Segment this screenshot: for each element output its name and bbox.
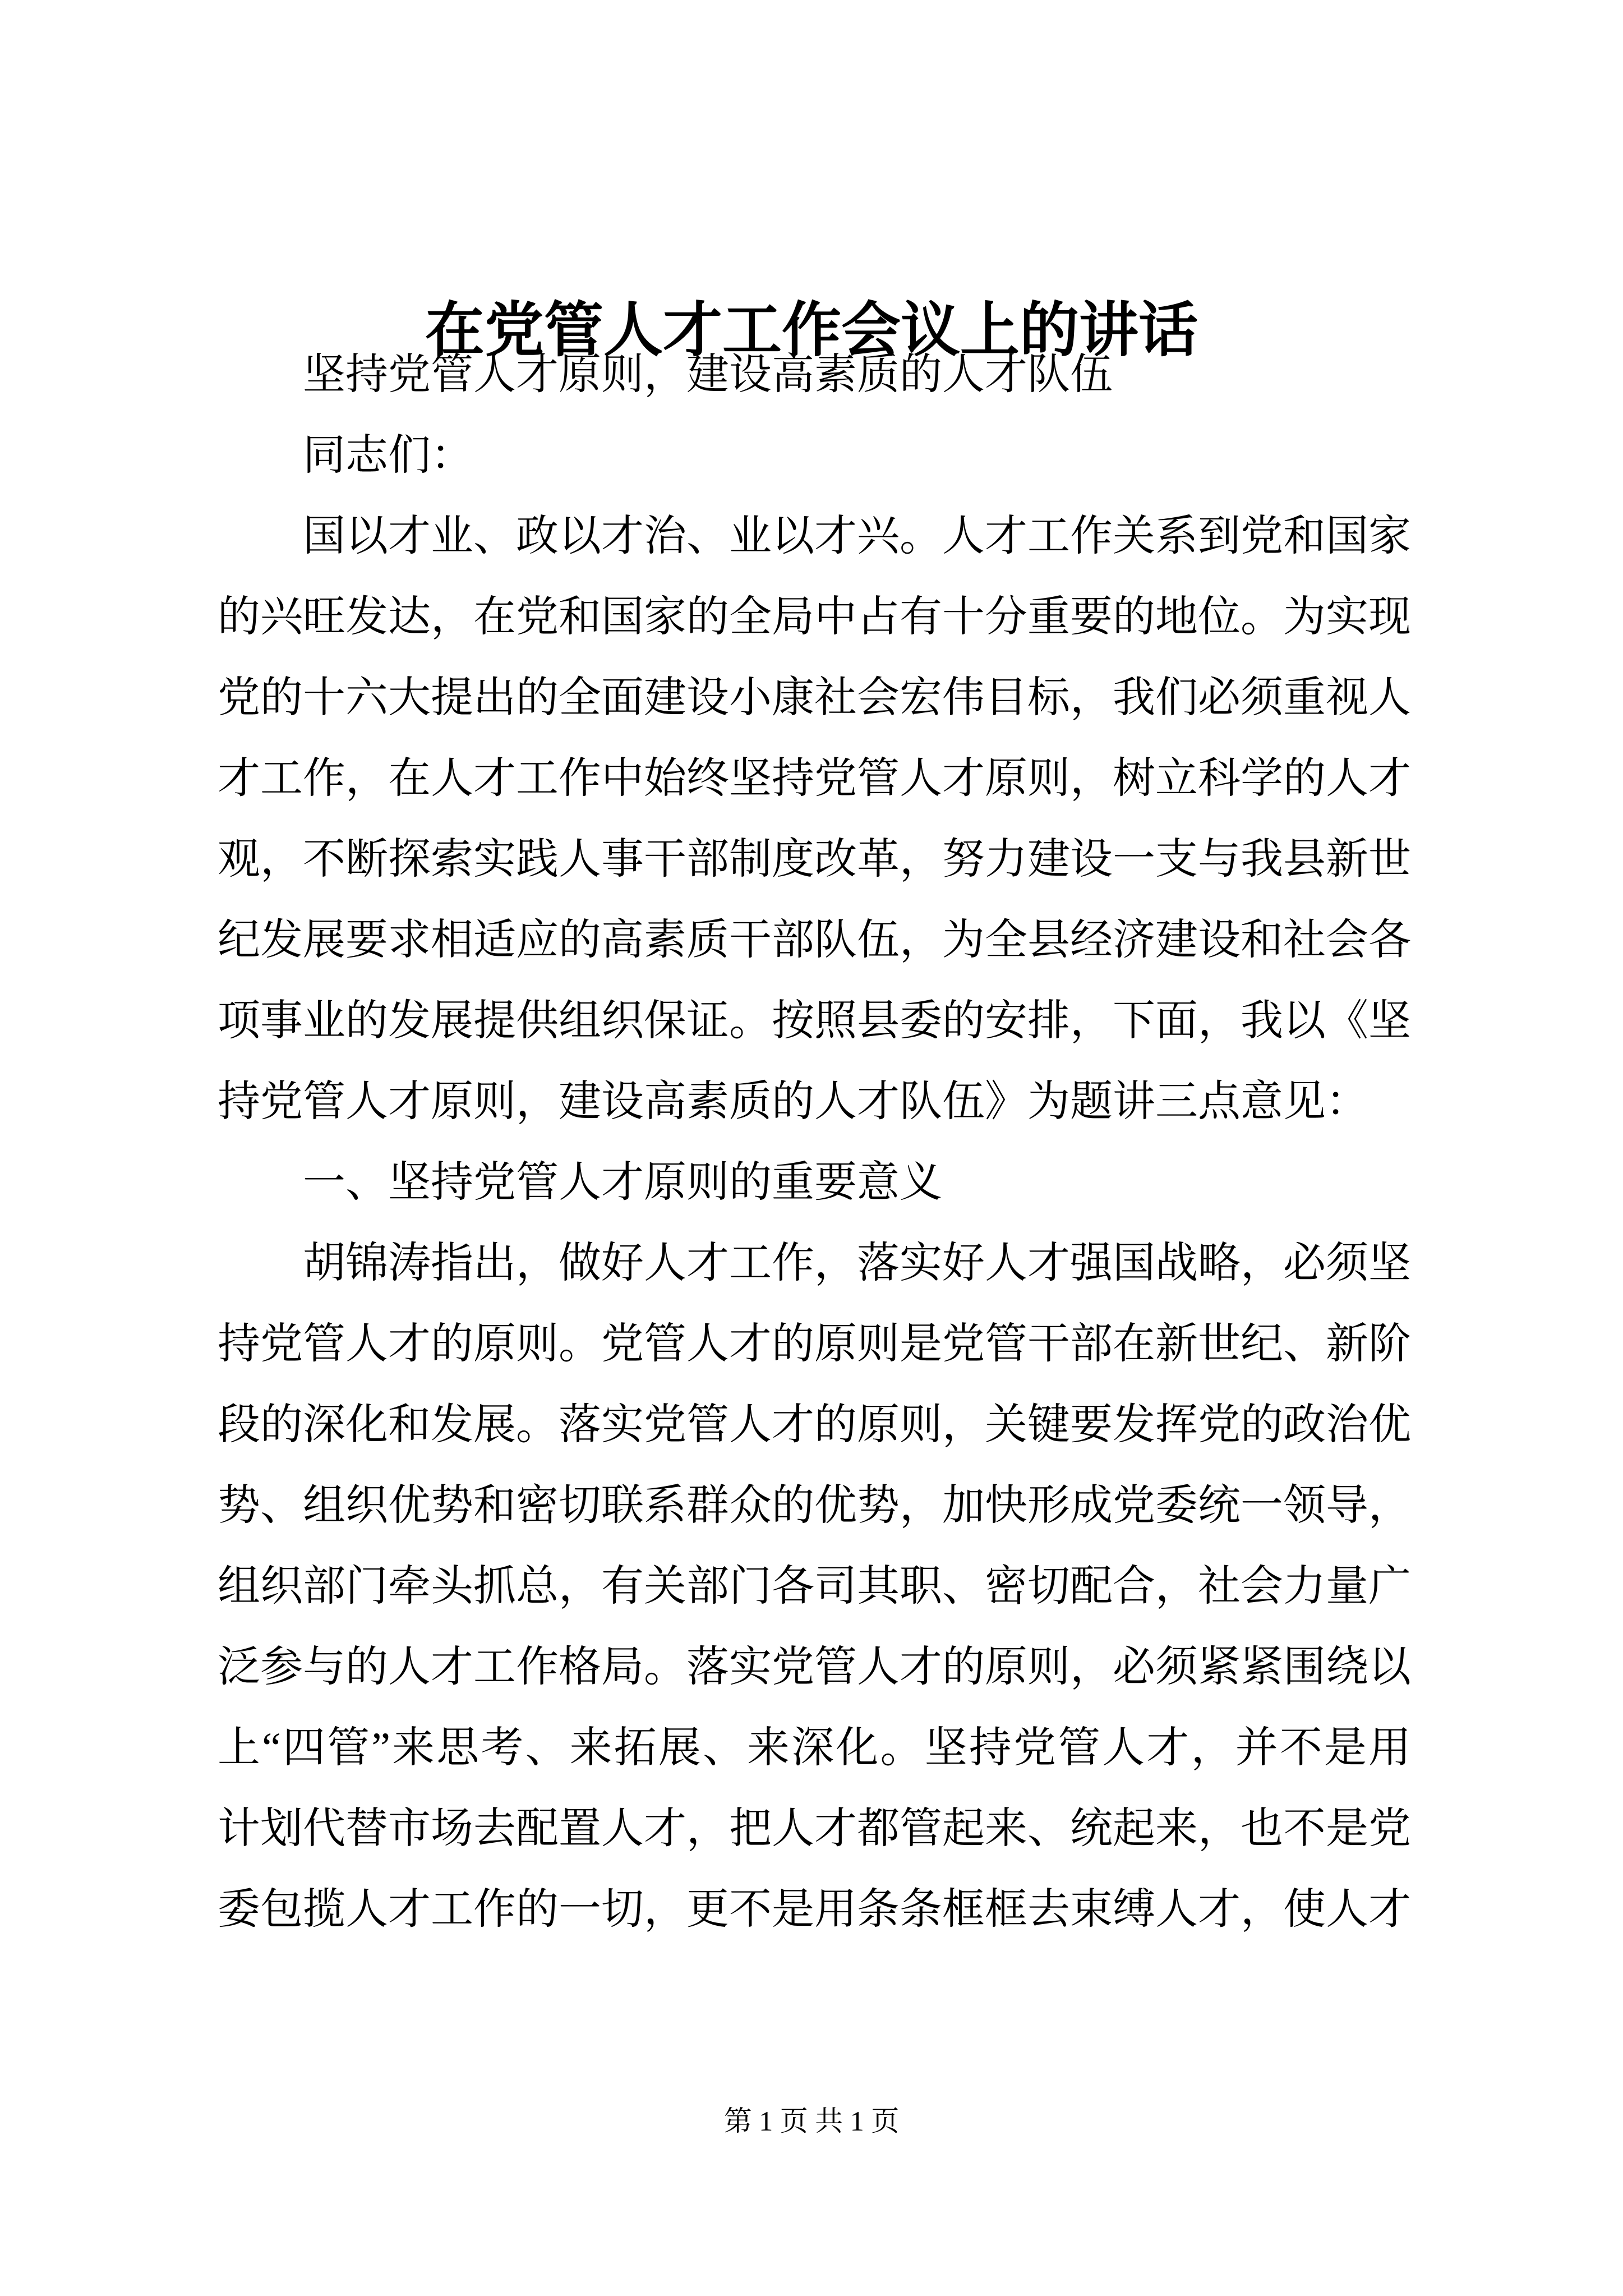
document-body [218, 334, 1411, 1950]
paragraph-line: 组织部门牵头抓总，有关部门各司其职、密切配合，社会力量广 [218, 1563, 1411, 1610]
paragraph-line: 持党管人才原则，建设高素质的人才队伍》为题讲三点意见： [218, 1078, 1368, 1125]
paragraph-line: 观，不断探索实践人事干部制度改革，努力建设一支与我县新世 [218, 836, 1411, 883]
paragraph-line: 胡锦涛指出，做好人才工作，落实好人才强国战略，必须坚 [303, 1240, 1411, 1287]
paragraph-section-1 [218, 1223, 1411, 1950]
paragraph-line: 项事业的发展提供组织保证。按照县委的安排，下面，我以《坚 [218, 997, 1411, 1045]
paragraph-line: 势、组织优势和密切联系群众的优势，加快形成党委统一领导， [218, 1482, 1411, 1529]
paragraph-line: 委包揽人才工作的一切，更不是用条条框框去束缚人才，使人才 [218, 1886, 1411, 1933]
paragraph-line: 才工作，在人才工作中始终坚持党管人才原则，树立科学的人才 [218, 755, 1411, 802]
salutation: 同志们： [303, 432, 473, 479]
paragraph-line: 纪发展要求相适应的高素质干部队伍，为全县经济建设和社会各 [218, 917, 1411, 964]
speech-subtitle: 坚持党管人才原则，建设高素质的人才队伍 [303, 351, 1113, 398]
paragraph-line: 泛参与的人才工作格局。落实党管人才的原则，必须紧紧围绕以 [218, 1644, 1411, 1691]
paragraph-line: 上“四管”来思考、来拓展、来深化。坚持党管人才，并不是用 [218, 1724, 1411, 1772]
paragraph-line: 计划代替市场去配置人才，把人才都管起来、统起来，也不是党 [218, 1805, 1411, 1852]
paragraph-line: 国以才业、政以才治、业以才兴。人才工作关系到党和国家 [303, 513, 1411, 560]
section-heading: 一、坚持党管人才原则的重要意义 [303, 1159, 942, 1206]
page-footer: 第 1 页 共 1 页 [723, 2105, 900, 2137]
paragraph-line: 的兴旺发达，在党和国家的全局中占有十分重要的地位。为实现 [218, 593, 1411, 641]
paragraph-line: 党的十六大提出的全面建设小康社会宏伟目标，我们必须重视人 [218, 674, 1411, 721]
paragraph-line: 段的深化和发展。落实党管人才的原则，关键要发挥党的政治优 [218, 1401, 1411, 1448]
paragraph-intro [218, 496, 1411, 1142]
paragraph-line: 持党管人才的原则。党管人才的原则是党管干部在新世纪、新阶 [218, 1320, 1411, 1368]
document-title: 在党管人才工作会议上的讲话 [425, 298, 1198, 364]
